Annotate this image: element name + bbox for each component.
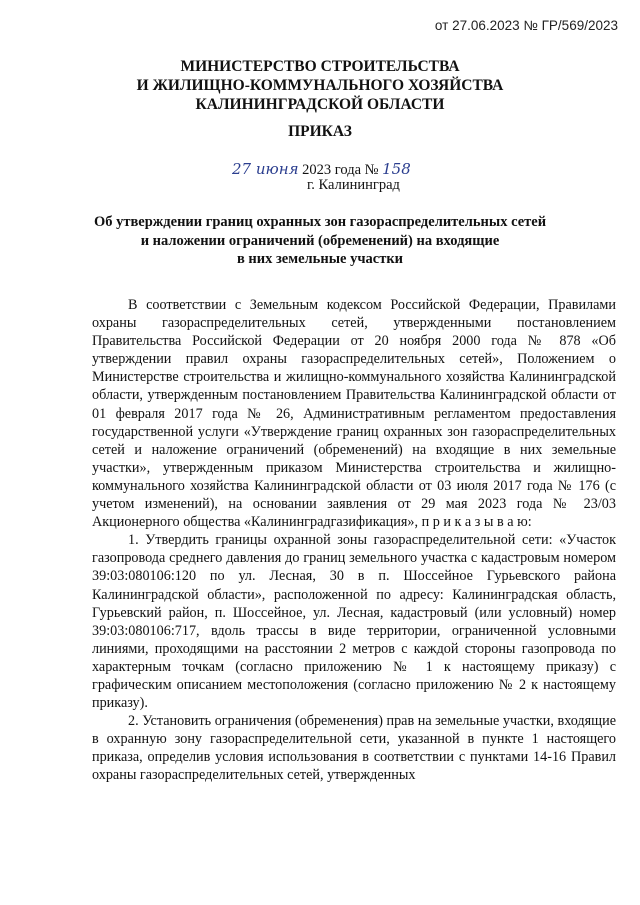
handwritten-order-number: 158 xyxy=(382,160,411,178)
registration-stamp: от 27.06.2023 № ГР/569/2023 xyxy=(434,18,618,33)
handwritten-date: 27 июня xyxy=(232,160,299,178)
ministry-header xyxy=(0,57,640,114)
order-subject xyxy=(0,213,640,269)
preamble-paragraph: В соответствии с Земельным кодексом Российской Федерации, Правилами охраны газораспределительных сетей, утвержденными постановлением Правительства Российской Федерации от 20 ноября 2000 года № 878 «Об утверждении правил охраны газораспределительных сетей», Положением о Министерстве строительства и жилищно-коммунального хозяйства Калининградской области, утвержденным постановлением Правительства Калининградской области от 01 февраля 2017 года № 26, Административным регламентом предоставления государственной услуги «Утверждение границ охранных зон газораспределительных сетей и наложение ограничений (обременений) на входящие в них земельные участки», утвержденным приказом Министерства строительства и жилищно-коммунального хозяйства Калининградской области от 03 июля 2017 года № 176 (с учетом изменений), на основании заявления от 29 мая 2023 года № 23/03 Акционерного общества «Калининградгазификация», п р и к а з ы в а ю: xyxy=(92,297,616,531)
subject-line-2: и наложении ограничений (обременений) на входящие xyxy=(140,232,500,249)
subject-line-3: в них земельные участки xyxy=(236,251,404,267)
ministry-line-2: И ЖИЛИЩНО-КОММУНАЛЬНОГО ХОЗЯЙСТВА xyxy=(136,77,504,94)
subject-line-1: Об утверждении границ охранных зон газораспределительных сетей xyxy=(93,214,547,230)
ministry-line-3: КАЛИНИНГРАДСКОЙ ОБЛАСТИ xyxy=(195,96,445,113)
order-body xyxy=(92,296,616,785)
printed-year: 2023 года № xyxy=(302,162,379,178)
ministry-line-1: МИНИСТЕРСТВО СТРОИТЕЛЬСТВА xyxy=(180,58,460,75)
city: г. Калининград xyxy=(307,177,400,193)
clause-1-paragraph: 1. Утвердить границы охранной зоны газораспределительной сети: «Участок газопровода среднего давления до границ земельного участка с кадастровым номером 39:03:080106:120 по ул. Лесная, 30 в п. Шоссейное Гурьевского района Калининградской области», расположенной по адресу: Калининградская область, Гурьевский район, п. Шоссейное, ул. Лесная, кадастровый (или условный) номер 39:03:080106:717, вдоль трассы в виде территории, ограниченной условными линиями, проходящими на расстоянии 2 метров с каждой стороны газопровода по характерным точкам (согласно приложению № 1 к настоящему приказу) с графическим описанием местоположения (согласно приложению № 2 к настоящему приказу). xyxy=(92,532,616,712)
clause-2-paragraph: 2. Установить ограничения (обременения) прав на земельные участки, входящие в охранную зону газораспределительной сети, указанной в пункте 1 настоящего приказа, определив условия использования в соответствии с пунктами 14-16 Правил охраны газораспределительных сетей, утвержденных xyxy=(92,713,616,784)
order-title: ПРИКАЗ xyxy=(288,123,352,140)
